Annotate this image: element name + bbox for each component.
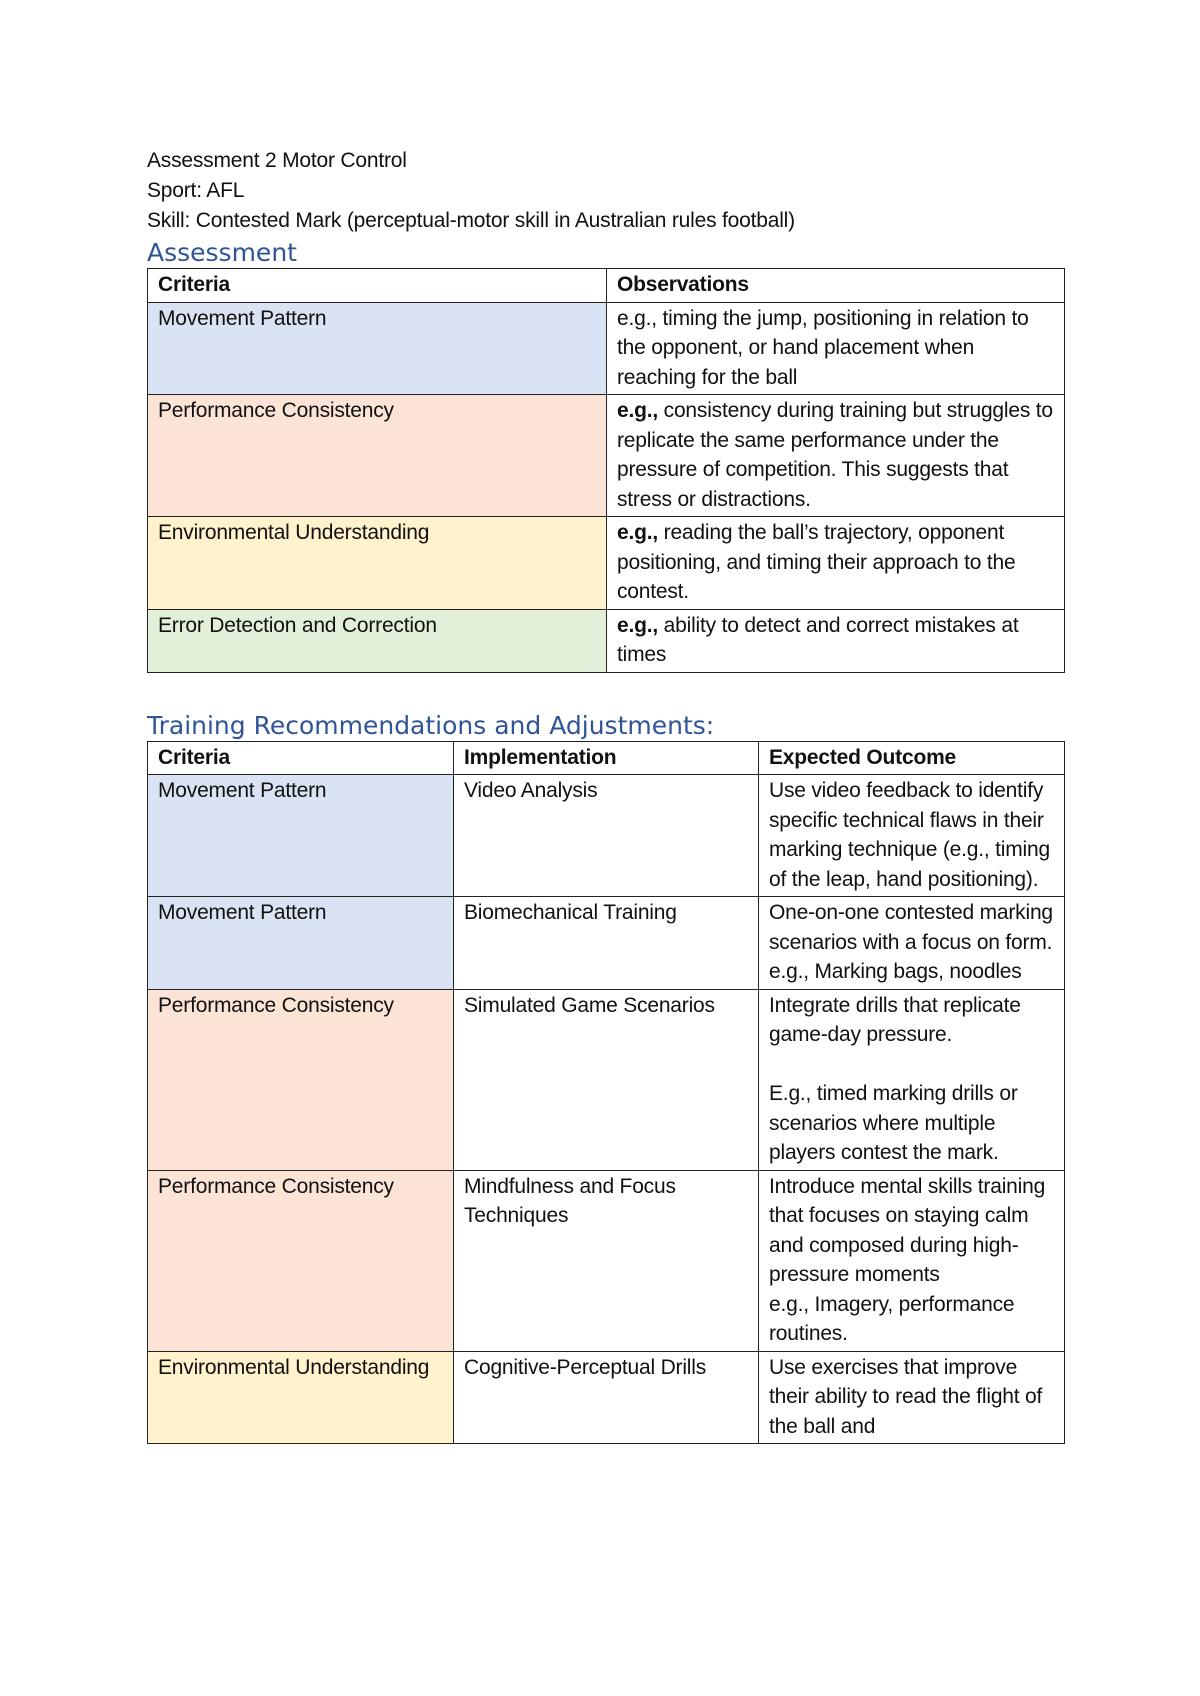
observation-prefix: e.g., bbox=[617, 521, 659, 544]
criteria-cell: Performance Consistency bbox=[148, 989, 454, 1170]
criteria-cell: Performance Consistency bbox=[148, 395, 607, 517]
outcome-text: Use exercises that improve their ability to read the flight of the ball and bbox=[769, 1355, 1043, 1438]
observation-cell bbox=[607, 302, 1065, 395]
outcome-cell bbox=[759, 1351, 1065, 1444]
table-row bbox=[148, 897, 1065, 990]
outcome-text: Use video feedback to identify specific technical flaws in their marking technique (e.g., timing of the leap, hand positioning). bbox=[769, 779, 1050, 891]
outcome-text: Introduce mental skills training that focuses on staying calm and composed during high-pressure moments bbox=[769, 1174, 1046, 1286]
criteria-cell: Error Detection and Correction bbox=[148, 609, 607, 672]
outcome-example: e.g., Imagery, performance routines. bbox=[769, 1292, 1015, 1345]
table-row bbox=[148, 989, 1065, 1170]
criteria-cell: Movement Pattern bbox=[148, 302, 607, 395]
table-row bbox=[148, 609, 1065, 672]
training-table bbox=[147, 741, 1065, 1445]
observation-cell bbox=[607, 395, 1065, 517]
column-header-implementation: Implementation bbox=[454, 741, 759, 775]
document-title: Assessment 2 Motor Control bbox=[147, 149, 407, 172]
observation-text: consistency during training but struggles to replicate the same performance under the pressure of competition. This suggests that stress or distractions. bbox=[617, 399, 1053, 511]
assessment-header-row bbox=[148, 269, 1065, 303]
implementation-cell: Simulated Game Scenarios bbox=[454, 989, 759, 1170]
column-header-criteria: Criteria bbox=[148, 741, 454, 775]
assessment-heading: Assessment bbox=[147, 238, 297, 267]
table-row bbox=[148, 302, 1065, 395]
implementation-cell: Mindfulness and Focus Techniques bbox=[454, 1170, 759, 1351]
outcome-example: E.g., timed marking drills or scenarios where multiple players contest the mark. bbox=[769, 1082, 1018, 1164]
implementation-cell: Video Analysis bbox=[454, 775, 759, 897]
training-heading: Training Recommendations and Adjustments: bbox=[147, 710, 715, 740]
outcome-text: Integrate drills that replicate game-day pressure. bbox=[769, 993, 1021, 1046]
observation-prefix: e.g., bbox=[617, 399, 659, 422]
outcome-text: One-on-one contested marking scenarios with a focus on form. bbox=[769, 901, 1053, 954]
observation-prefix: e.g., bbox=[617, 613, 659, 637]
table-row bbox=[148, 395, 1065, 517]
outcome-cell bbox=[759, 775, 1065, 897]
criteria-cell: Performance Consistency bbox=[148, 1170, 454, 1351]
column-header-expected-outcome: Expected Outcome bbox=[759, 741, 1065, 775]
training-header-row bbox=[148, 741, 1065, 775]
paragraph-gap bbox=[769, 1050, 1054, 1080]
observation-cell bbox=[607, 517, 1065, 610]
observation-cell bbox=[607, 609, 1065, 672]
skill-line: Skill: Contested Mark (perceptual-motor skill in Australian rules football) bbox=[147, 209, 795, 232]
outcome-cell bbox=[759, 897, 1065, 990]
implementation-cell: Cognitive-Perceptual Drills bbox=[454, 1351, 759, 1444]
assessment-table bbox=[147, 268, 1065, 673]
table-row bbox=[148, 1170, 1065, 1351]
table-row bbox=[148, 775, 1065, 897]
observation-text: e.g., timing the jump, positioning in relation to the opponent, or hand placement when reaching for the ball bbox=[617, 306, 1029, 389]
observation-text: reading the ball’s trajectory, opponent positioning, and timing their approach to the contest. bbox=[617, 521, 1016, 603]
observation-text: ability to detect and correct mistakes at times bbox=[617, 613, 1019, 666]
column-header-criteria: Criteria bbox=[148, 269, 607, 303]
outcome-cell bbox=[759, 989, 1065, 1170]
column-header-observations: Observations bbox=[607, 269, 1065, 303]
sport-line: Sport: AFL bbox=[147, 179, 245, 202]
criteria-cell: Environmental Understanding bbox=[148, 517, 607, 610]
criteria-cell: Movement Pattern bbox=[148, 897, 454, 990]
document-content bbox=[147, 146, 1064, 1444]
table-row bbox=[148, 1351, 1065, 1444]
outcome-cell bbox=[759, 1170, 1065, 1351]
implementation-cell: Biomechanical Training bbox=[454, 897, 759, 990]
table-row bbox=[148, 517, 1065, 610]
criteria-cell: Movement Pattern bbox=[148, 775, 454, 897]
criteria-cell: Environmental Understanding bbox=[148, 1351, 454, 1444]
outcome-example: e.g., Marking bags, noodles bbox=[769, 960, 1022, 983]
